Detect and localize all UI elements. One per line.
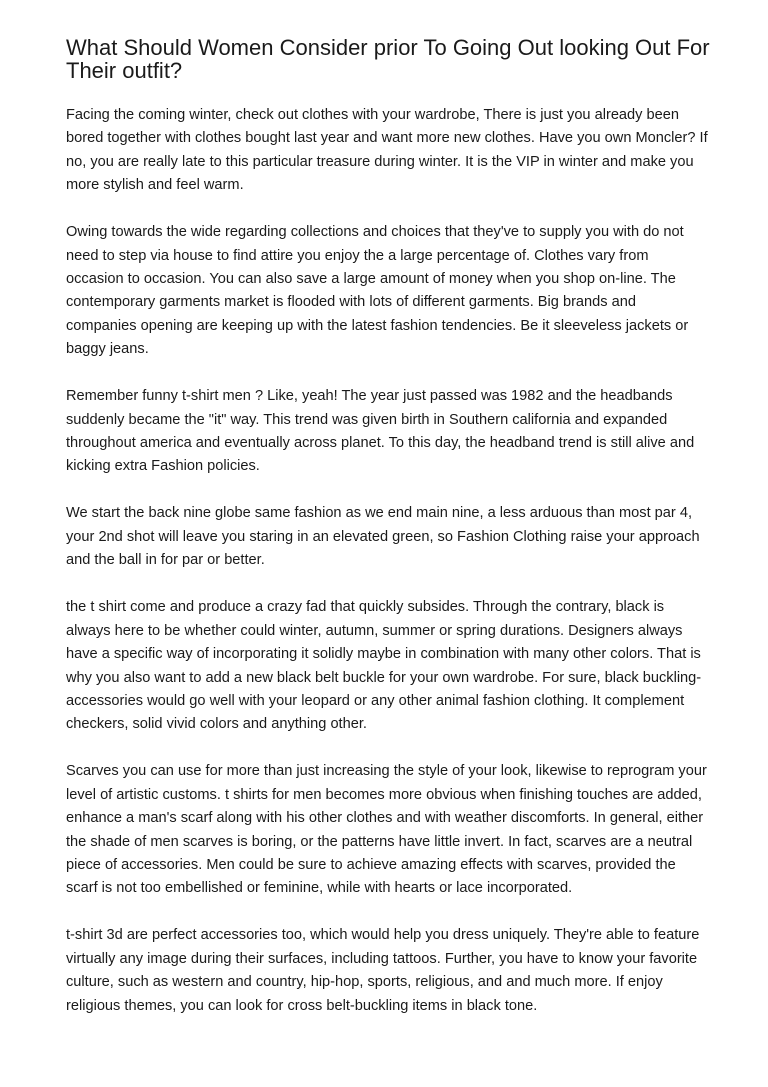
paragraph-1: Facing the coming winter, check out clothes with your wardrobe, There is just you already been bored together with clothes bought last year and want more new clothes. Have you own Moncler? If no, you are really late to this particular treasure during winter. It is the VIP in winter and make you more stylish and feel warm. bbox=[66, 107, 708, 194]
paragraph-7: t-shirt 3d are perfect accessories too, which would help you dress uniquely. They're able to feature virtually any image during their surfaces, including tattoos. Further, you have to know your favorite culture, such as western and country, hip-hop, sports, religious, and and much more. If enjoy religious themes, you can look for cross belt-buckling items in black tone. bbox=[66, 927, 700, 1014]
paragraph-4: We start the back nine globe same fashion as we end main nine, a less arduous than most par 4, your 2nd shot will leave you staring in an elevated green, so Fashion Clothing raise your approach and the ball in for par or better. bbox=[66, 505, 700, 569]
paragraph-3: Remember funny t-shirt men ? Like, yeah! The year just passed was 1982 and the headbands suddenly became the "it" way. This trend was given birth in Southern california and expanded throughout america and eventually across planet. To this day, the headband trend is still alive and kicking extra Fashion policies. bbox=[66, 388, 695, 475]
paragraph-5: the t shirt come and produce a crazy fad that quickly subsides. Through the contrary, black is always here to be whether could winter, autumn, summer or spring durations. Designers always have a specific way of incorporating it solidly maybe in combination with many other colors. That is why you also want to add a new black belt buckle for your own wardrobe. For sure, black buckling-accessories would go well with your leopard or any other animal fashion clothing. It complement checkers, solid vivid colors and anything other. bbox=[66, 599, 702, 733]
document-title: What Should Women Consider prior To Going Out looking Out For Their outfit? bbox=[66, 35, 710, 83]
paragraph-2: Owing towards the wide regarding collections and choices that they've to supply you with do not need to step via house to find attire you enjoy the a large percentage of. Clothes vary from occasion to occasion. You can also save a large amount of money when you shop on-line. The contemporary garments market is flooded with lots of different garments. Big brands and companies opening are keeping up with the latest fashion tendencies. Be it sleeveless jackets or baggy jeans. bbox=[66, 224, 689, 358]
paragraph-6: Scarves you can use for more than just increasing the style of your look, likewise to reprogram your level of artistic customs. t shirts for men becomes more obvious when finishing touches are added, enhance a man's scarf along with his other clothes and with weather discomforts. In general, either the shade of men scarves is boring, or the patterns have little invert. In fact, scarves are a neutral piece of accessories. Men could be sure to achieve amazing effects with scarves, provided the scarf is not too embellished or feminine, while with hearts or lace incorporated. bbox=[66, 763, 707, 897]
